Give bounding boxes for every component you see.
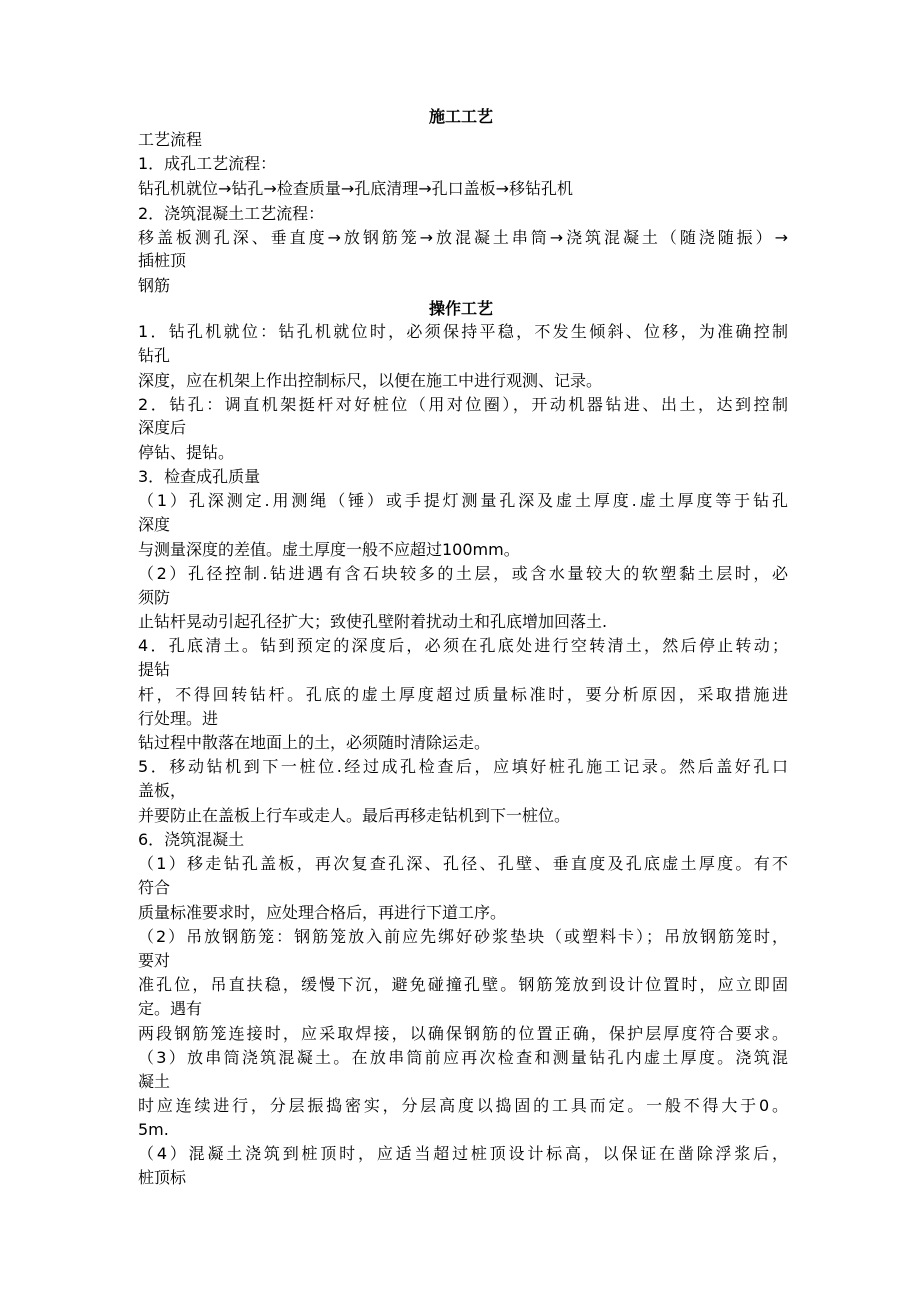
text-line: 5．移动钻机到下一桩位.经过成孔检查后，应填好桩孔施工记录。然后盖好孔口 (138, 757, 788, 776)
text-line: 须防 (138, 588, 171, 607)
text-line: 定。遇有 (138, 999, 203, 1018)
text-line: 盖板， (138, 781, 187, 800)
flow-item-1: 1．成孔工艺流程： (138, 154, 277, 173)
text-line: （2）吊放钢筋笼：钢筋笼放入前应先绑好砂浆垫块（或塑料卡）；吊放钢筋笼时， (138, 927, 788, 946)
text-line: 时应连续进行，分层振捣密实，分层高度以捣固的工具而定。一般不得大于0。 (138, 1096, 788, 1115)
text-line: 符合 (138, 878, 171, 897)
document-title: 施工工艺 (428, 107, 493, 126)
flow-item-2: 2．浇筑混凝土工艺流程： (138, 204, 325, 223)
flow-item-1-steps: 钻孔机就位→钻孔→检查质量→孔底清理→孔口盖板→移钻孔机 (138, 179, 574, 198)
text-line: 深度，应在机架上作出控制标尺，以便在施工中进行观测、记录。 (138, 371, 603, 390)
text-line: 行处理。进 (138, 709, 219, 728)
text-line: 停钻、提钻。 (138, 443, 235, 462)
text-line: 提钻 (138, 660, 171, 679)
flow-item-2-steps: 移盖板测孔深、垂直度→放钢筋笼→放混凝土串筒→浇筑混凝土（随浇随振）→ (138, 228, 788, 247)
text-line: 6．浇筑混凝土 (138, 830, 245, 849)
flow-item-2-steps-end: 钢筋 (138, 276, 171, 295)
text-line: （4）混凝土浇筑到桩顶时，应适当超过桩顶设计标高，以保证在凿除浮浆后， (138, 1144, 788, 1163)
text-line: 杆，不得回转钻杆。孔底的虚土厚度超过质量标准时，要分析原因，采取措施进 (138, 685, 788, 704)
text-line: （1）移走钻孔盖板，再次复查孔深、孔径、孔壁、垂直度及孔底虚土厚度。有不 (138, 854, 788, 873)
text-line: 并要防止在盖板上行车或走人。最后再移走钻机到下一桩位。 (138, 806, 571, 825)
text-line: 钻过程中散落在地面上的土，必须随时清除运走。 (138, 733, 491, 752)
text-line: （3）放串筒浇筑混凝土。在放串筒前应再次检查和测量钻孔内虚土厚度。浇筑混 (138, 1048, 788, 1067)
text-line: 要对 (138, 951, 171, 970)
text-line: （2）孔径控制.钻进遇有含石块较多的土层，或含水量较大的软塑黏土层时，必 (138, 564, 788, 583)
text-line: 止钻杆晃动引起孔径扩大；致使孔壁附着扰动土和孔底增加回落土. (138, 612, 608, 631)
flow-item-2-steps-cont: 插桩顶 (138, 251, 187, 270)
text-line: （1）孔深测定.用测绳（锤）或手提灯测量孔深及虚土厚度.虚土厚度等于钻孔 (138, 491, 788, 510)
text-line: 与测量深度的差值。虚土厚度一般不应超过100mm。 (138, 540, 520, 559)
flow-heading: 工艺流程 (138, 130, 203, 149)
text-line: 1．钻孔机就位：钻孔机就位时，必须保持平稳，不发生倾斜、位移，为准确控制 (138, 322, 788, 341)
text-line: 深度 (138, 515, 171, 534)
text-line: 桩顶标 (138, 1168, 187, 1187)
text-line: 钻孔 (138, 346, 171, 365)
section-title: 操作工艺 (428, 299, 493, 318)
text-line: 深度后 (138, 418, 187, 437)
text-line: 两段钢筋笼连接时，应采取焊接，以确保钢筋的位置正确，保护层厚度符合要求。 (138, 1024, 788, 1043)
text-line: 3．检查成孔质量 (138, 467, 261, 486)
text-line: 准孔位，吊直扶稳，缓慢下沉，避免碰撞孔壁。钢筋笼放到设计位置时，应立即固 (138, 975, 788, 994)
text-line: 5m. (138, 1120, 169, 1139)
text-line: 4．孔底清土。钻到预定的深度后，必须在孔底处进行空转清土，然后停止转动； (138, 636, 788, 655)
text-line: 质量标准要求时，应处理合格后，再进行下道工序。 (138, 903, 507, 922)
text-line: 2．钻孔：调直机架挺杆对好桩位（用对位圈），开动机器钻进、出土，达到控制 (138, 395, 788, 414)
text-line: 凝土 (138, 1072, 171, 1091)
